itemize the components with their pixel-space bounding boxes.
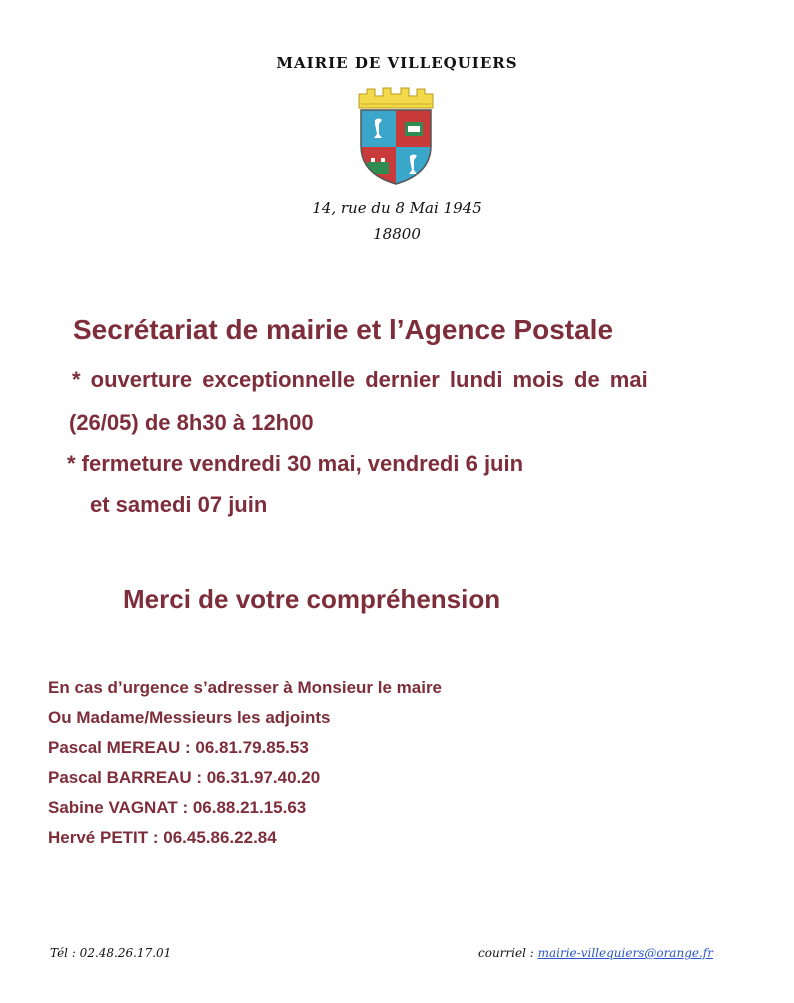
thanks-message: Merci de votre compréhension <box>123 584 501 614</box>
email-link[interactable]: mairie-villequiers@orange.fr <box>537 946 713 960</box>
notice-line-opening: * ouverture exceptionnelle dernier lundi mois de mai <box>72 367 648 392</box>
notice-line-closing: * fermeture vendredi 30 mai, vendredi 6 juin <box>67 451 524 476</box>
email-label: courriel : <box>478 946 534 960</box>
notice-title: Secrétariat de mairie et l’Agence Postale <box>73 314 614 345</box>
contact-line: Ou Madame/Messieurs les adjoints <box>48 708 331 727</box>
contact-line: Pascal MEREAU : 06.81.79.85.53 <box>48 738 309 757</box>
contact-line: Hervé PETIT : 06.45.86.22.84 <box>48 828 277 847</box>
notice-line-closing-cont: et samedi 07 juin <box>90 492 268 517</box>
coat-of-arms-icon <box>353 86 439 186</box>
contact-line: En cas d’urgence s’adresser à Monsieur le maire <box>48 678 443 697</box>
town-hall-title: MAIRIE DE VILLEQUIERS <box>276 54 518 72</box>
address-postcode: 18800 <box>373 225 421 243</box>
contact-line: Pascal BARREAU : 06.31.97.40.20 <box>48 768 321 787</box>
address-street: 14, rue du 8 Mai 1945 <box>312 199 482 217</box>
contact-line: Sabine VAGNAT : 06.88.21.15.63 <box>48 798 307 817</box>
notice-line-opening-hours: (26/05) de 8h30 à 12h00 <box>69 410 314 435</box>
footer-email <box>478 946 713 960</box>
footer-phone: Tél : 02.48.26.17.01 <box>50 946 172 960</box>
